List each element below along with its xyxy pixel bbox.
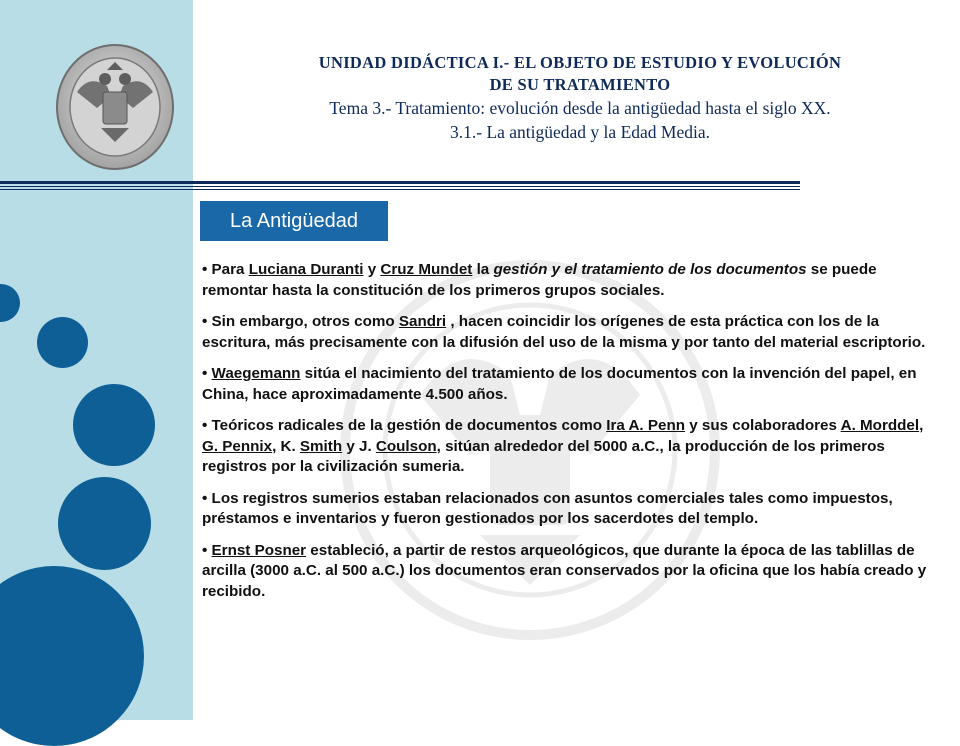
paragraph-text: , hacen coincidir los orígenes de esta práctica con los de la escritura, más precisamente con la difusión del uso de la misma y por tanto del material escriptorio. (202, 313, 926, 351)
author-name: Ira A. Penn (606, 417, 686, 434)
emphasis-text: gestión y el tratamiento de los documentos (493, 261, 807, 278)
paragraph-text: • (202, 541, 212, 559)
author-name: Cruz Mundet (380, 261, 473, 278)
body-paragraph (202, 489, 930, 530)
topic-subtitle-line1: Tema 3.- Tratamiento: evolución desde la antigüedad hasta el siglo XX. (329, 98, 831, 118)
paragraph-text: , (919, 417, 924, 434)
section-tag-antiguedad: La Antigüedad (200, 201, 388, 241)
paragraph-text: • Los registros sumerios estaban relacionados con asuntos comerciales tales como impuestos, préstamos e inventarios y fueron gestionados por los sacerdotes del templo. (202, 489, 893, 527)
paragraph-text: • Teóricos radicales de la gestión de documentos como (202, 417, 607, 434)
decorative-circle (37, 317, 88, 368)
author-name: Coulson (375, 437, 437, 455)
paragraph-text: y sus colaboradores (685, 417, 841, 434)
paragraph-text: • Para (202, 261, 249, 278)
decorative-circle (73, 384, 155, 466)
paragraph-text: y J. (342, 437, 376, 455)
paragraph-text: , sitúan alrededor del 5000 a.C., la producción de los primeros registros por la civilización sumeria. (202, 437, 885, 475)
unit-title-line1: UNIDAD DIDÁCTICA I.- EL OBJETO DE ESTUDIO Y EVOLUCIÓN (318, 53, 842, 72)
paragraph-text: la (472, 261, 494, 278)
body-paragraph (202, 541, 930, 603)
paragraph-text: y (363, 261, 381, 278)
author-name: A. Morddel (840, 417, 920, 434)
paragraph-text: sitúa el nacimiento del tratamiento de los documentos con la invención del papel, en China, hace aproximadamente 4.500 años. (202, 365, 917, 403)
author-name: Luciana Duranti (248, 261, 364, 278)
paragraph-text: • (202, 365, 212, 382)
paragraph-text: • Sin embargo, otros como (202, 313, 399, 330)
paragraph-text: se puede remontar hasta la constitución de los primeros grupos sociales. (202, 261, 877, 299)
university-seal-logo (55, 42, 175, 172)
divider-line (0, 186, 800, 187)
topic-subtitle-line2: 3.1.- La antigüedad y la Edad Media. (450, 122, 710, 142)
divider-line (0, 181, 800, 184)
body-paragraph (202, 260, 930, 301)
author-name: Smith (299, 437, 343, 455)
slide-header (200, 52, 960, 144)
unit-title-line2: DE SU TRATAMIENTO (489, 75, 671, 94)
author-name: Waegemann (211, 365, 301, 382)
paragraph-text: , K. (272, 437, 300, 455)
divider-line (0, 189, 800, 190)
author-name: Ernst Posner (211, 541, 307, 559)
body-paragraph (202, 416, 930, 478)
decorative-circle (58, 477, 151, 570)
paragraph-text: estableció, a partir de restos arqueológicos, que durante la época de las tablillas de arcilla (3000 a.C. al 500 a.C.) los documentos eran conservados por la oficina que los había creado y recibido. (202, 541, 927, 600)
body-paragraphs (202, 260, 930, 613)
body-paragraph (202, 312, 930, 353)
body-paragraph (202, 364, 930, 405)
author-name: G. Pennix (202, 437, 273, 455)
author-name: Sandri (398, 313, 447, 330)
